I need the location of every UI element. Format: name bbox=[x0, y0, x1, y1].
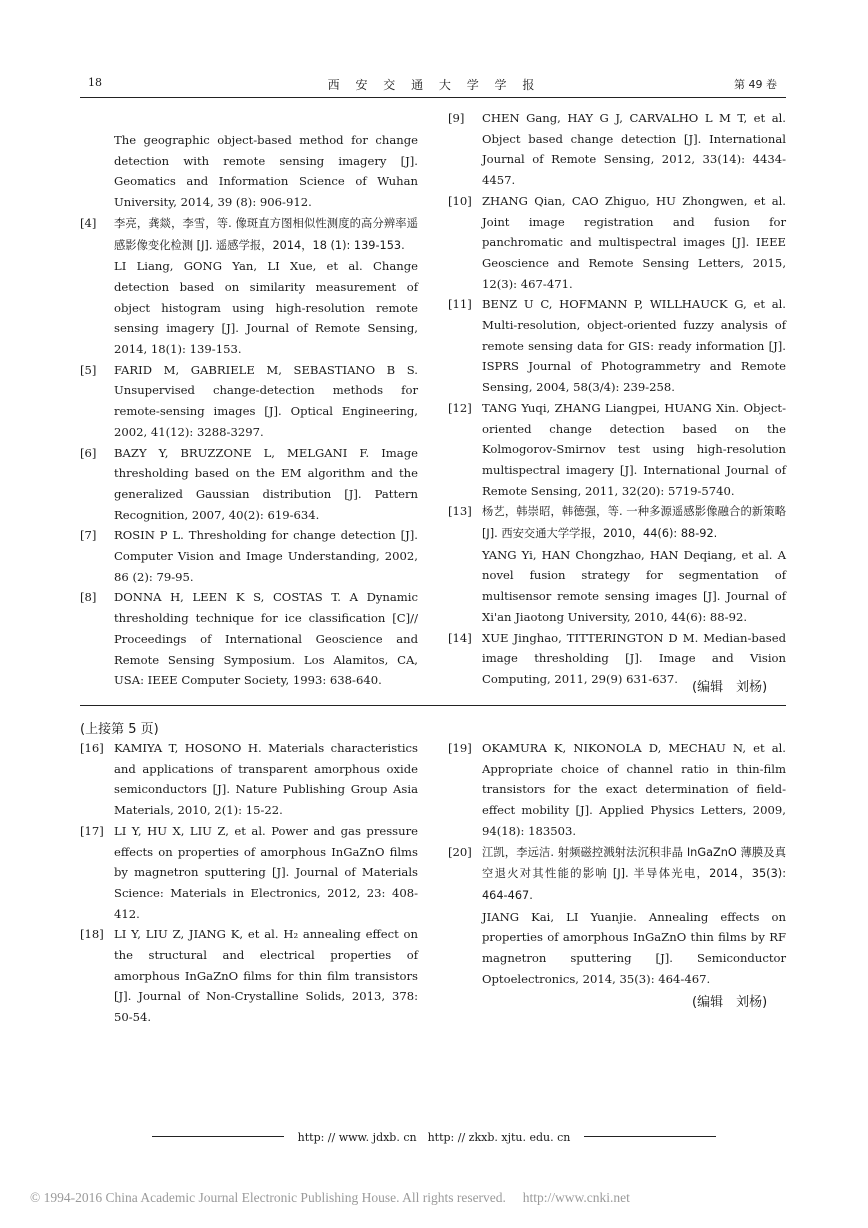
upper-right-column bbox=[448, 108, 786, 690]
lower-left-column bbox=[80, 738, 418, 1028]
reference-text: LI Liang, GONG Yan, LI Xue, et al. Change detection based on similarity measurement of object histogram using high-resolution remote sensing imagery [J]. Journal of Remote Sensing, 2014, 18(1): 139-153. bbox=[114, 259, 418, 357]
page-number: 18 bbox=[88, 76, 102, 89]
reference-item bbox=[448, 294, 786, 398]
reference-item bbox=[448, 738, 786, 842]
reference-text: ROSIN P L. Thresholding for change detection [J]. Computer Vision and Image Understanding, 2002, 86 (2): 79-95. bbox=[114, 528, 418, 584]
reference-item bbox=[80, 525, 418, 587]
reference-item bbox=[80, 924, 418, 1028]
reference-text: ZHANG Qian, CAO Zhiguo, HU Zhongwen, et al. Joint image registration and fusion for panchromatic and multispectral images [J]. IEEE Geoscience and Remote Sensing Letters, 2015, 12(3): 467-471. bbox=[482, 193, 786, 291]
reference-text: YANG Yi, HAN Chongzhao, HAN Deqiang, et al. A novel fusion strategy for segmentation of multisensor remote sensing images [J]. Journal of Xi'an Jiaotong University, 2010, 44(6): 88-92. bbox=[482, 547, 786, 624]
reference-number: [14] bbox=[448, 630, 472, 645]
copyright-notice: © 1994-2016 China Academic Journal Electronic Publishing House. All rights reserved. http://www.cnki.net bbox=[30, 1190, 630, 1205]
reference-text: TANG Yuqi, ZHANG Liangpei, HUANG Xin. Object-oriented change detection based on the Kolmogorov-Smirnov test using high-resolution multispectral imagery [J]. International Journal of Remote Sensing, 2011, 32(20): 5719-5740. bbox=[482, 400, 786, 498]
reference-number: [6] bbox=[80, 445, 97, 460]
reference-number: [17] bbox=[80, 823, 104, 838]
reference-item bbox=[80, 256, 418, 360]
reference-number: [8] bbox=[80, 590, 97, 605]
reference-item bbox=[448, 501, 786, 544]
journal-name: 西 安 交 通 大 学 学 报 bbox=[327, 78, 541, 92]
volume-label: 第 49 卷 bbox=[734, 78, 777, 91]
reference-text: 江凯，李远洁. 射频磁控溅射法沉积非晶 InGaZnO 薄膜及真空退火对其性能的影响 [J]. 半导体光电，2014，35(3): 464-467. bbox=[482, 845, 786, 902]
reference-text: 李亮，龚燚，李雪，等. 像斑直方图相似性测度的高分辨率遥感影像变化检测 [J]. 遥感学报，2014，18 (1): 139-153. bbox=[114, 216, 418, 252]
reference-number: [11] bbox=[448, 297, 472, 312]
reference-number: [7] bbox=[80, 528, 97, 543]
reference-number: [10] bbox=[448, 193, 472, 208]
header-rule bbox=[80, 97, 786, 98]
reference-item bbox=[80, 130, 418, 213]
reference-text: KAMIYA T, HOSONO H. Materials characteristics and applications of transparent amorphous oxide semiconductors [J]. Nature Publishing Group Asia Materials, 2010, 2(1): 15-22. bbox=[114, 741, 418, 818]
reference-text: 杨艺，韩崇昭，韩德强，等. 一种多源遥感影像融合的新策略 [J]. 西安交通大学学报，2010，44(6): 88-92. bbox=[482, 505, 786, 541]
reference-text: CHEN Gang, HAY G J, CARVALHO L M T, et al. Object based change detection [J]. International Journal of Remote Sensing, 2012, 33(14): 4434-4457. bbox=[482, 111, 786, 188]
upper-left-column bbox=[80, 130, 418, 691]
reference-number: [12] bbox=[448, 400, 472, 415]
footer-urls: http: // www. jdxb. cn http: // zkxb. xjtu. edu. cn bbox=[297, 1131, 571, 1144]
reference-item bbox=[448, 398, 786, 502]
reference-number: [5] bbox=[80, 362, 97, 377]
section-rule bbox=[80, 705, 786, 706]
lower-editor-note: (编辑 刘杨) bbox=[692, 995, 768, 1010]
reference-text: The geographic object-based method for change detection with remote sensing imagery [J]. Geomatics and Information Science of Wuhan University, 2014, 39 (8): 906-912. bbox=[114, 133, 418, 210]
reference-number: [9] bbox=[448, 111, 465, 125]
reference-text: BENZ U C, HOFMANN P, WILLHAUCK G, et al. Multi-resolution, object-oriented fuzzy analysis of remote sensing data for GIS: ready information [J]. ISPRS Journal of Photogrammetry and Remote Sensing, 2004, 58(3/4): 239-258. bbox=[482, 297, 786, 395]
reference-item bbox=[80, 213, 418, 256]
reference-text: LI Y, HU X, LIU Z, et al. Power and gas pressure effects on properties of amorphous InGaZnO films by magnetron sputtering [J]. Journal of Materials Science: Materials in Electronics, 2012, 23: 408-412. bbox=[114, 823, 418, 921]
reference-item bbox=[80, 360, 418, 443]
reference-number: [19] bbox=[448, 741, 472, 755]
lower-right-column bbox=[448, 738, 786, 989]
reference-text: BAZY Y, BRUZZONE L, MELGANI F. Image thresholding based on the EM algorithm and the generalized Gaussian distribution [J]. Pattern Recognition, 2007, 40(2): 619-634. bbox=[114, 445, 418, 522]
reference-number: [16] bbox=[80, 741, 104, 755]
reference-item bbox=[448, 842, 786, 907]
reference-item bbox=[80, 821, 418, 925]
reference-item bbox=[80, 443, 418, 526]
reference-item bbox=[448, 907, 786, 990]
reference-item bbox=[80, 738, 418, 821]
reference-text: LI Y, LIU Z, JIANG K, et al. H₂ annealing effect on the structural and electrical properties of amorphous InGaZnO films for thin film transistors [J]. Journal of Non-Crystalline Solids, 2013, 378: 50-54. bbox=[114, 927, 418, 1025]
reference-text: OKAMURA K, NIKONOLA D, MECHAU N, et al. Appropriate choice of channel ratio in thin-film transistors for the exact determination of field-effect mobility [J]. Applied Physics Letters, 2009, 94(18): 183503. bbox=[482, 741, 786, 838]
upper-editor-note: (编辑 刘杨) bbox=[692, 680, 768, 695]
footer-line-right bbox=[584, 1136, 716, 1137]
reference-item bbox=[80, 587, 418, 691]
reference-item bbox=[448, 191, 786, 295]
reference-number: [4] bbox=[80, 215, 97, 230]
continued-from-label: (上接第 5 页) bbox=[80, 722, 159, 737]
reference-item bbox=[448, 108, 786, 191]
reference-number: [18] bbox=[80, 927, 104, 942]
reference-text: FARID M, GABRIELE M, SEBASTIANO B S. Unsupervised change-detection methods for remote-sensing images [J]. Optical Engineering, 2002, 41(12): 3288-3297. bbox=[114, 362, 418, 439]
reference-item bbox=[448, 545, 786, 628]
reference-text: XUE Jinghao, TITTERINGTON D M. Median-based image thresholding [J]. Image and Vision Computing, 2011, 29(9) 631-637. bbox=[482, 630, 786, 686]
reference-text: JIANG Kai, LI Yuanjie. Annealing effects on properties of amorphous InGaZnO thin films by RF magnetron sputtering [J]. Semiconductor Optoelectronics, 2014, 35(3): 464-467. bbox=[482, 909, 786, 986]
reference-number: [20] bbox=[448, 844, 472, 859]
reference-text: DONNA H, LEEN K S, COSTAS T. A Dynamic thresholding technique for ice classification [C]// Proceedings of International Geoscience and Remote Sensing Symposium. Los Alamitos, CA, USA: IEEE Computer Society, 1993: 638-640. bbox=[114, 590, 418, 688]
reference-number: [13] bbox=[448, 504, 472, 519]
